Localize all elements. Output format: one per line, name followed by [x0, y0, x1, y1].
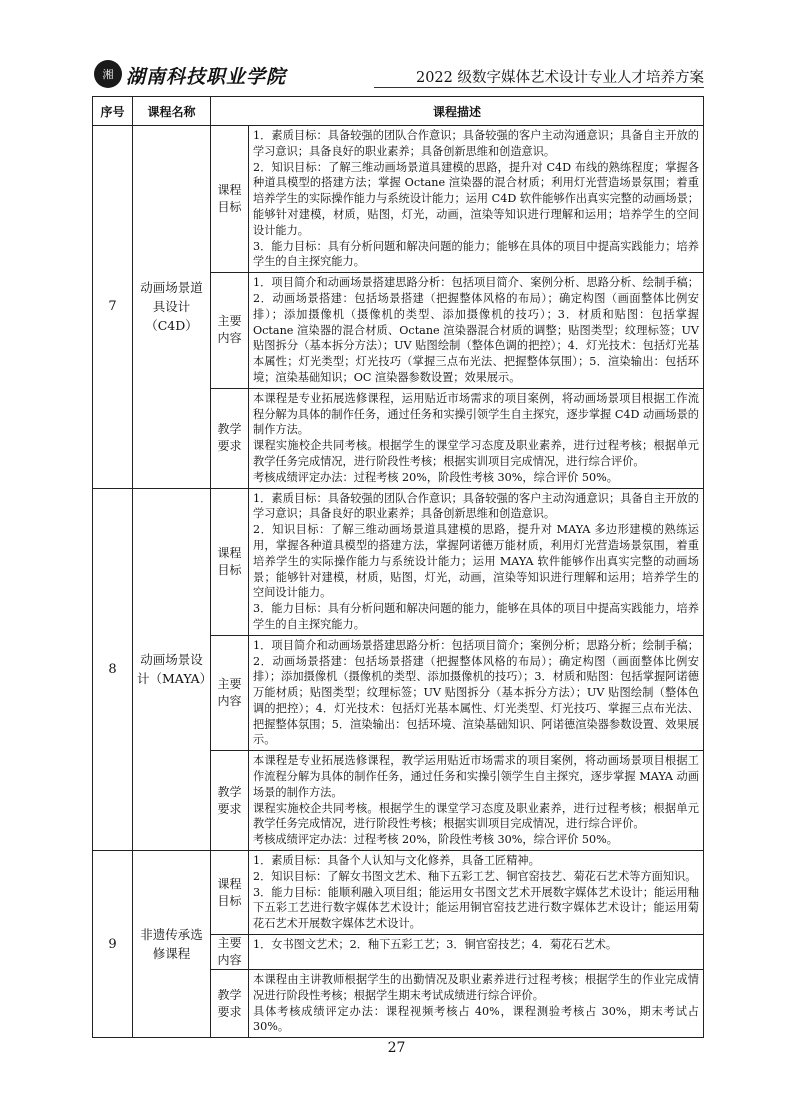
- req-item: 具体考核成绩评定办法：课程视频考核占 40%，课程测验考核占 30%，期末考试占 30%。: [253, 1004, 699, 1034]
- course-name: 非遗传承选修课程: [133, 851, 211, 1038]
- table-row: [93, 851, 704, 935]
- goal-item: 3．能力目标：具有分析问题和解决问题的能力；能够在具体的项目中提高实践能力；培养学生的自主探究能力。: [253, 239, 699, 269]
- goal-text: [249, 126, 704, 273]
- goal-label: 课程目标: [211, 126, 249, 273]
- req-item: 本课程由主讲教师根据学生的出勤情况及职业素养进行过程考核；根据学生的作业完成情况进行阶段性考核；根据学生期末考试成绩进行综合评价。: [253, 973, 699, 1002]
- req-label: 教学要求: [211, 751, 249, 851]
- content-text: 1．项目简介和动画场景搭建思路分析：包括项目简介、案例分析、思路分析、绘制手稿；2．动画场景搭建：包括场景搭建（把握整体风格的布局）；确定构图（画面整体比例安排）；添加摄像机（摄像机的类型、添加摄像机的技巧）；3．材质和贴图：包括掌握 Octane 渲染器的混合材质、Octane 渲染器混合材质的调整；贴图类型；纹理标签；UV 贴图拆分（基本拆分方法）；UV 贴图绘制（整体色调的把控）；4．灯光技术：包括灯光基本属性；灯光类型；灯光技巧（掌握三点布光法、把握整体氛围）；5．渲染输出：包括环境；渲染基础知识；OC 渲染器参数设置；效果展示。: [249, 273, 704, 389]
- course-table: [92, 96, 704, 1038]
- goal-item: 3．能力目标：具有分析问题和解决问题的能力，能够在具体的项目中提高实践能力，培养学生的自主探究能力。: [253, 602, 699, 631]
- goal-text: [249, 851, 704, 935]
- table-header-row: [93, 97, 704, 126]
- goal-item: 1．素质目标：具备个人认知与文化修养，具备工匠精神。: [253, 854, 540, 868]
- course-name: 动画场景道具设计（C4D）: [133, 126, 211, 489]
- req-item: 本课程是专业拓展选修课程，运用贴近市场需求的项目案例，将动画场景项目根据工作流程分解为具体的制作任务，通过任务和实操引领学生自主探究，逐步掌握 C4D 动画场景的制作方法。: [253, 391, 699, 437]
- goal-item: 1．素质目标：具备较强的团队合作意识；具备较强的客户主动沟通意识；具备自主开放的学习意识；具备良好的职业素养；具备创新思维和创造意识。: [253, 129, 699, 158]
- course-name: 动画场景设计（MAYA）: [133, 488, 211, 851]
- content-label: 主要内容: [211, 635, 249, 751]
- req-label: 教学要求: [211, 388, 249, 488]
- goal-item: 3．能力目标：能顺利融入项目组；能运用女书图文艺术开展数字媒体艺术设计；能运用釉下五彩工艺进行数字媒体艺术设计；能运用铜官窑技艺进行数字媒体艺术设计；能运用菊花石艺术开展数字媒体艺术设计。: [253, 885, 699, 931]
- course-no: 7: [93, 126, 133, 489]
- content-label: 主要内容: [211, 273, 249, 389]
- table-row: [93, 488, 704, 635]
- goal-item: 2．知识目标：了解三维动画场景道具建模的思路，提升对 C4D 布线的熟练程度；掌握各种道具模型的搭建方法；掌握 Octane 渲染器的混合材质；利用灯光营造场景氛围；着重培养学生的实际操作能力与系统设计能力；运用 C4D 软件能够作出真实完整的动画场景；能够针对建模，材质，贴图，灯光，动画，渲染等知识进行理解和运用；培养学生的空间设计能力。: [253, 160, 699, 237]
- header-rule: [374, 87, 704, 88]
- course-no: 9: [93, 851, 133, 1038]
- header-no: 序号: [93, 97, 133, 126]
- document-title: 2022 级数字媒体艺术设计专业人才培养方案: [415, 70, 704, 86]
- content-text: 1．项目简介和动画场景搭建思路分析：包括项目简介；案例分析；思路分析；绘制手稿；2．动画场景搭建：包括场景搭建（把握整体风格的布局）；确定构图（画面整体比例安排）；添加摄像机（摄像机的类型、添加摄像机的技巧）；3．材质和贴图：包括掌握阿诺德万能材质；贴图类型；纹理标签；UV 贴图拆分（基本拆分方法）；UV 贴图绘制（整体色调的把控）；4．灯光技术：包括灯光基本属性、灯光类型、灯光技巧、掌握三点布光法、把握整体氛围；5．渲染输出：包括环境、渲染基础知识、阿诺德渲染器参数设置、效果展示。: [249, 635, 704, 751]
- goal-text: [249, 488, 704, 635]
- content-label: 主要内容: [211, 935, 249, 970]
- school-logo-icon: [94, 60, 122, 88]
- goal-item: 1．素质目标：具备较强的团队合作意识；具备较强的客户主动沟通意识；具备自主开放的学习意识；具备良好的职业素养；具备创新思维和创造意识。: [253, 491, 699, 521]
- req-item: 课程实施校企共同考核。根据学生的课堂学习态度及职业素养，进行过程考核；根据单元教学任务完成情况，进行阶段性考核；根据实训项目完成情况，进行综合评价。: [253, 801, 699, 831]
- goal-item: 2．知识目标：了解三维动画场景道具建模的思路，提升对 MAYA 多边形建模的熟练运用，掌握各种道具模型的搭建方法，掌握阿诺德万能材质，利用灯光营造场景氛围，着重培养学生的实际操作能力与系统设计能力；运用 MAYA 软件能够作出真实完整的动画场景；能够针对建模，材质，贴图，灯光，动画，渲染等知识进行理解和运用；培养学生的空间设计能力。: [253, 523, 699, 600]
- logo-text: 湘: [102, 68, 114, 81]
- goal-item: 2．知识目标：了解女书图文艺术、釉下五彩工艺、铜官窑技艺、菊花石艺术等方面知识。: [253, 869, 697, 883]
- header-name: 课程名称: [133, 97, 211, 126]
- school-name: 湖南科技职业学院: [126, 66, 287, 88]
- req-item: 本课程是专业拓展选修课程，教学运用贴近市场需求的项目案例，将动画场景项目根据工作流程分解为具体的制作任务，通过任务和实操引领学生自主探究，逐步掌握 MAYA 动画场景的制作方法。: [253, 754, 699, 799]
- content-text: 1．女书图文艺术；2．釉下五彩工艺；3．铜官窑技艺；4．菊花石艺术。: [249, 935, 704, 970]
- req-item: 考核成绩评定办法：过程考核 20%，阶段性考核 30%，综合评价 50%。: [253, 470, 618, 484]
- header-desc: 课程描述: [211, 97, 704, 126]
- goal-label: 课程目标: [211, 851, 249, 935]
- req-text: [249, 388, 704, 488]
- req-item: 课程实施校企共同考核。根据学生的课堂学习态度及职业素养，进行过程考核；根据单元教学任务完成情况，进行阶段性考核；根据实训项目完成情况，进行综合评价。: [253, 439, 699, 468]
- table-row: [93, 126, 704, 273]
- req-item: 考核成绩评定办法：过程考核 20%，阶段性考核 30%，综合评价 50%。: [253, 833, 618, 847]
- req-label: 教学要求: [211, 970, 249, 1038]
- course-no: 8: [93, 488, 133, 851]
- req-text: [249, 970, 704, 1038]
- page-header: [94, 58, 704, 94]
- page-number: 27: [387, 1040, 406, 1056]
- req-text: [249, 751, 704, 851]
- goal-label: 课程目标: [211, 488, 249, 635]
